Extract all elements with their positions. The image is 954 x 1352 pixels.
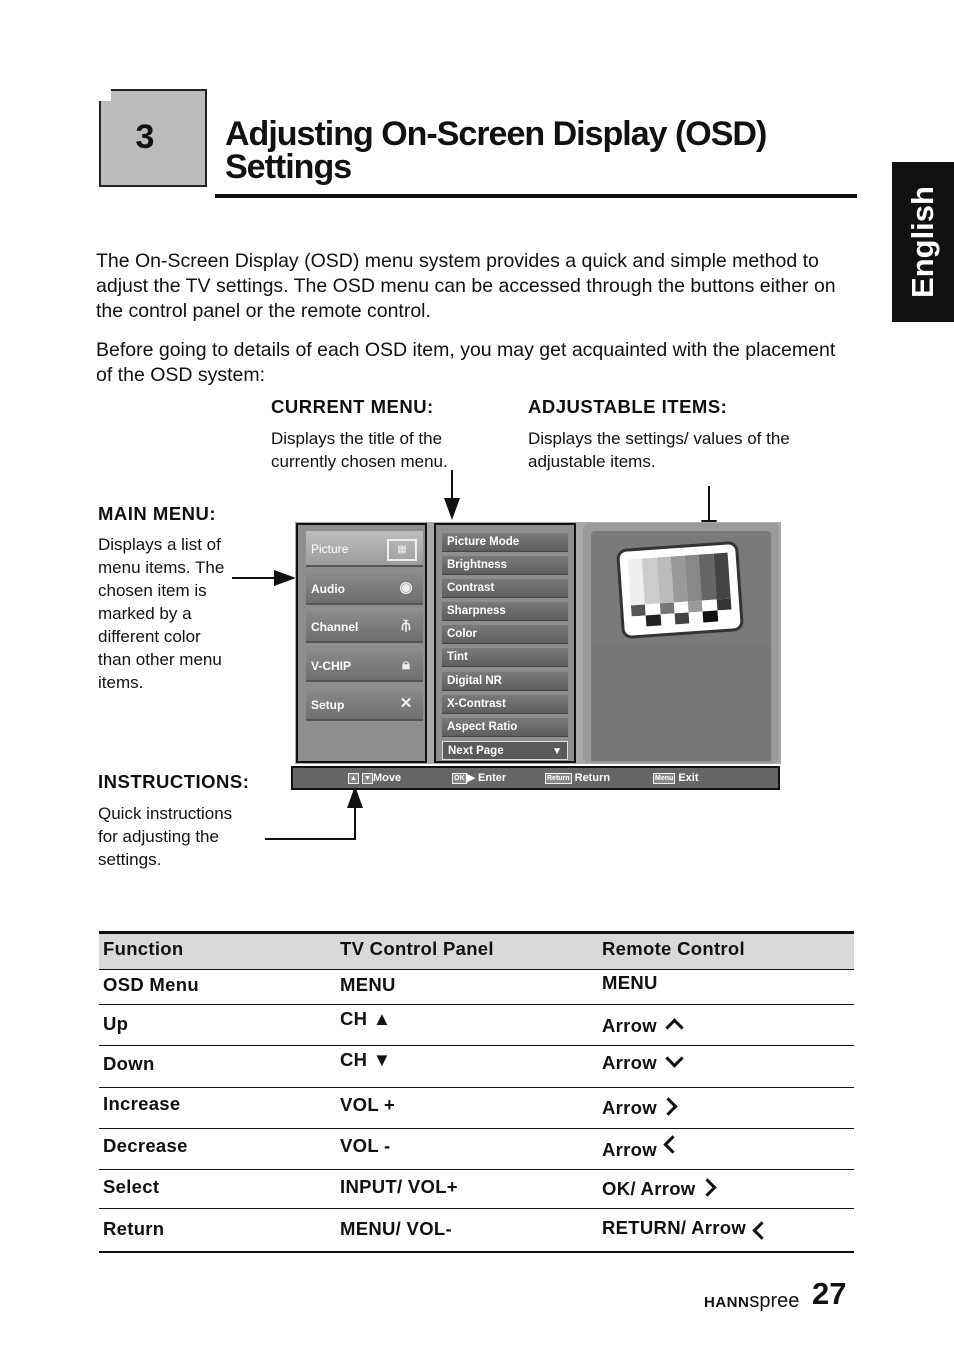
table-row — [99, 1129, 854, 1170]
osd-next-page-label: Next Page — [448, 745, 504, 757]
instructions-label: INSTRUCTIONS: — [98, 771, 250, 792]
table-cell: Up — [103, 1013, 129, 1034]
menu-key-icon: Menu — [655, 774, 674, 782]
language-tab — [892, 162, 954, 322]
current-menu-arrowhead — [444, 498, 460, 520]
adjustable-items-label: ADJUSTABLE ITEMS: — [528, 396, 728, 417]
current-menu-desc — [271, 427, 448, 473]
osd-submenu-item[interactable]: Picture Mode — [442, 533, 568, 552]
table-cell: MENU — [602, 972, 658, 993]
osd-next-page-item[interactable] — [442, 741, 568, 760]
table-cell — [598, 1005, 854, 1046]
table-cell-text: OK/ Arrow — [602, 1178, 696, 1199]
brand-logo-light: spree — [749, 1290, 800, 1312]
table-cell — [598, 1129, 854, 1170]
down-arrow-icon: ▼ — [364, 774, 371, 782]
osd-instr-move — [348, 769, 401, 787]
osd-menu-item-label: Setup — [311, 698, 345, 712]
table-cell-text: Arrow — [602, 1015, 657, 1036]
table-cell: MENU/ VOL- — [340, 1218, 452, 1239]
intro-paragraph-2: Before going to details of each OSD item, you may get acquainted with the placement of the OSD system: — [96, 339, 836, 386]
table-cell: INPUT/ VOL+ — [340, 1176, 458, 1197]
osd-menu-item-channel[interactable] — [306, 611, 423, 643]
table-cell — [598, 1046, 854, 1088]
osd-submenu-item[interactable]: Tint — [442, 648, 568, 667]
osd-adjust-value-area — [591, 645, 771, 761]
table-cell — [598, 1170, 854, 1209]
table-header-cell: TV Control Panel — [340, 938, 494, 959]
chevron-left-icon — [753, 1221, 771, 1239]
main-menu-desc — [98, 533, 224, 694]
main-menu-arrow-line — [232, 577, 274, 579]
table-cell: VOL - — [340, 1135, 391, 1156]
table-cell — [598, 1209, 854, 1252]
intro-paragraph-1: The On-Screen Display (OSD) menu system provides a quick and simple method to adjust the TV settings. The OSD menu can be accessed through the buttons either on the control panel or the remote control. — [96, 250, 836, 322]
chevron-right-icon — [698, 1178, 716, 1196]
table-cell — [598, 1088, 854, 1129]
table-row — [99, 1170, 854, 1209]
main-menu-desc-line: than other menu — [98, 650, 222, 669]
antenna-icon: ⫚ — [401, 617, 411, 634]
osd-instr-exit-label: Exit — [678, 772, 699, 784]
table-row — [99, 1046, 854, 1088]
tv-icon: ▦ — [387, 539, 417, 561]
main-menu-desc-line: Displays a list of — [98, 535, 221, 554]
table-cell: CH ▲ — [340, 1008, 392, 1029]
speaker-icon: ◉ — [399, 579, 413, 596]
title-rule — [215, 194, 857, 198]
osd-menu-item-setup[interactable] — [306, 689, 423, 721]
osd-submenu-item[interactable]: Digital NR — [442, 672, 568, 691]
page-number: 27 — [812, 1276, 847, 1311]
osd-instr-move-label: Move — [372, 772, 402, 784]
up-arrow-icon: ▲ — [350, 774, 357, 782]
instructions-desc-line: for adjusting the — [98, 827, 219, 846]
table-row — [99, 970, 854, 1005]
return-key-icon: Return — [547, 774, 570, 782]
instructions-desc — [98, 802, 232, 871]
table-row — [99, 1088, 854, 1129]
current-menu-desc-line: currently chosen menu. — [271, 452, 448, 471]
osd-instr-return — [545, 769, 610, 787]
osd-menu-item-audio[interactable] — [306, 573, 423, 605]
adjustable-desc-line: Displays the settings/ values of the — [528, 429, 790, 448]
main-menu-label: MAIN MENU: — [98, 503, 217, 524]
title-line-2: Settings — [225, 148, 352, 186]
chevron-right-icon — [660, 1097, 678, 1115]
current-menu-desc-line: Displays the title of the — [271, 429, 443, 448]
main-menu-arrowhead — [274, 570, 296, 586]
table-cell-text: RETURN/ Arrow — [602, 1217, 747, 1238]
ok-key-icon: OK — [454, 774, 465, 782]
title-line-1: Adjusting On-Screen Display (OSD) — [225, 115, 767, 153]
instructions-desc-line: Quick instructions — [98, 804, 233, 823]
main-menu-desc-line: marked by a — [98, 604, 192, 623]
instructions-desc-line: settings. — [98, 850, 162, 869]
adjustable-items-desc — [528, 427, 790, 473]
table-cell: Decrease — [103, 1135, 188, 1156]
main-menu-desc-line: different color — [98, 627, 201, 646]
osd-menu-item-picture[interactable] — [306, 531, 423, 567]
chevron-down-icon — [666, 1049, 684, 1067]
brand-logo-bold: HANN — [704, 1294, 750, 1311]
main-menu-desc-line: chosen item is — [98, 581, 207, 600]
tools-icon: ✕ — [399, 695, 413, 712]
page-title — [225, 115, 767, 186]
table-cell-text: Arrow — [602, 1139, 657, 1160]
triangle-down-icon: ▼ — [552, 746, 562, 757]
osd-instr-enter: OK ▶ Enter — [454, 772, 507, 784]
osd-menu-item-label: Channel — [311, 620, 359, 634]
table-cell: Select — [103, 1176, 160, 1197]
table-row — [99, 1005, 854, 1046]
main-menu-desc-line: menu items. The — [98, 558, 225, 577]
main-menu-desc-line: items. — [98, 673, 144, 692]
table-cell: CH ▼ — [340, 1049, 392, 1070]
language-tab-label: English — [905, 186, 940, 298]
tv-test-pattern-icon — [616, 541, 744, 639]
osd-menu-item-vchip[interactable] — [306, 650, 423, 682]
current-menu-arrow-line — [451, 470, 453, 498]
lock-icon: 🔒︎ — [402, 656, 410, 673]
table-cell: VOL + — [340, 1094, 396, 1115]
osd-submenu-item[interactable]: Color — [442, 625, 568, 644]
osd-instr-enter-label: Enter — [478, 772, 507, 784]
table-cell-text: Arrow — [602, 1052, 657, 1073]
table-cell: Down — [103, 1053, 155, 1074]
current-menu-label: CURRENT MENU: — [271, 396, 434, 417]
adjustable-arrow-line — [708, 486, 710, 520]
osd-menu-item-label: Audio — [311, 582, 345, 596]
table-cell: OSD Menu — [103, 974, 199, 995]
osd-submenu-item[interactable]: Aspect Ratio — [442, 718, 568, 737]
brand-logo — [704, 1290, 799, 1313]
instructions-arrow-line-h — [265, 838, 355, 840]
osd-submenu-item[interactable]: X-Contrast — [442, 695, 568, 714]
osd-instr-return-label: Return — [574, 772, 611, 784]
osd-submenu-item[interactable]: Brightness — [442, 556, 568, 575]
table-header-cell: Remote Control — [602, 938, 745, 959]
osd-menu-item-label: Picture — [311, 542, 349, 556]
table-cell: Return — [103, 1218, 165, 1239]
table-cell: Increase — [103, 1093, 181, 1114]
osd-instr-exit — [653, 769, 699, 787]
adjustable-desc-line: adjustable items. — [528, 452, 656, 471]
chevron-left-icon — [664, 1135, 682, 1153]
osd-menu-item-label: V-CHIP — [311, 659, 352, 673]
chapter-number: 3 — [135, 118, 155, 156]
chevron-up-icon — [666, 1018, 684, 1036]
table-header-row — [99, 933, 854, 970]
osd-submenu-item[interactable]: Sharpness — [442, 602, 568, 621]
function-table — [99, 931, 854, 1253]
osd-submenu-item[interactable]: Contrast — [442, 579, 568, 598]
table-header-cell: Function — [103, 938, 184, 959]
table-row — [99, 1209, 854, 1252]
table-cell-text: Arrow — [602, 1097, 657, 1118]
table-cell: MENU — [340, 974, 396, 995]
instructions-arrow-line-v — [354, 808, 356, 840]
